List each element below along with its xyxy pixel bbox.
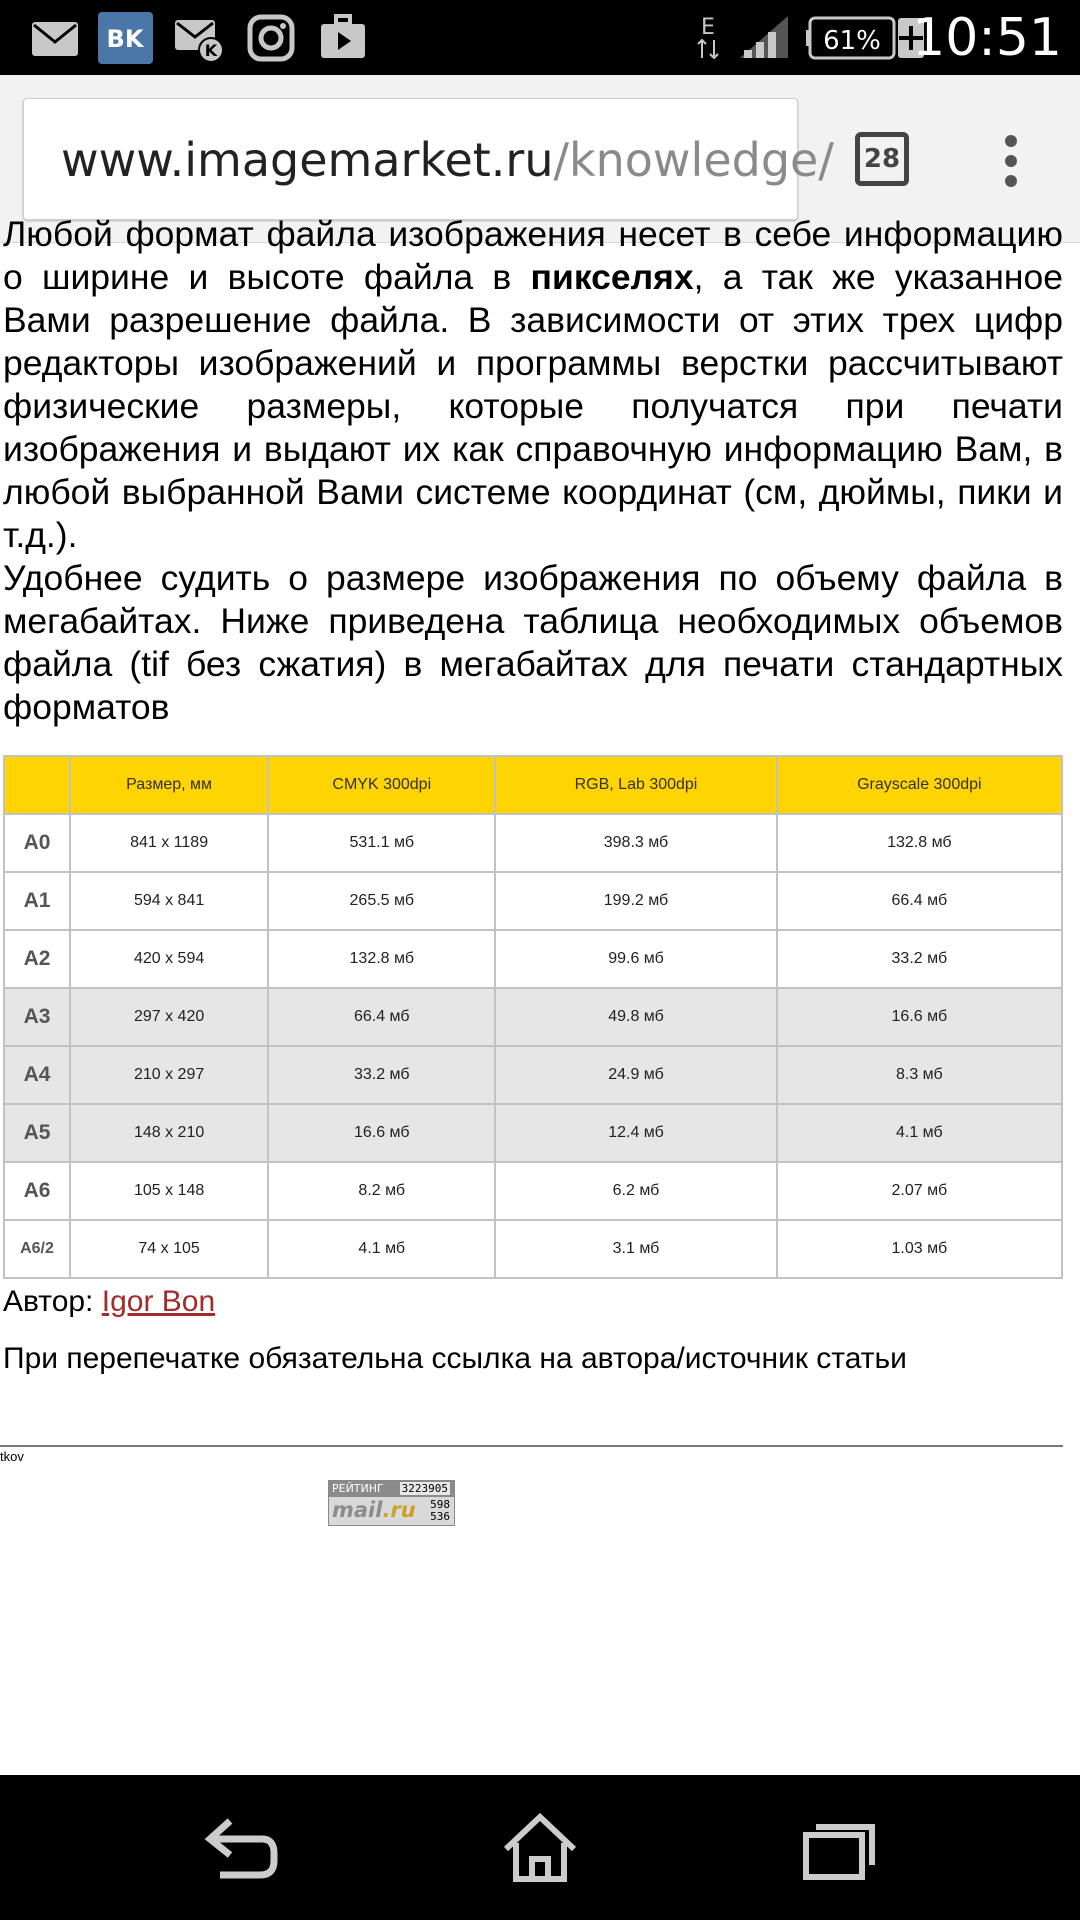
size-cell: 841 x 1189	[70, 814, 268, 872]
tabs-button[interactable]: 28	[855, 132, 909, 186]
network-e-icon	[692, 12, 726, 64]
article-bold-term: пикселях	[530, 257, 694, 297]
footer-text: tkov	[0, 1449, 24, 1464]
size-cell: 297 x 420	[70, 988, 268, 1046]
format-cell: A4	[4, 1046, 70, 1104]
table-row	[4, 1220, 1062, 1278]
format-cell: A1	[4, 872, 70, 930]
table-row	[4, 988, 1062, 1046]
size-cell: 420 x 594	[70, 930, 268, 988]
url-host: www.imagemarket.ru	[61, 133, 554, 187]
gray-cell: 66.4 мб	[777, 872, 1062, 930]
size-cell: 594 x 841	[70, 872, 268, 930]
rgb-cell: 3.1 мб	[495, 1220, 776, 1278]
clock: 10:51	[912, 8, 1062, 68]
battery-percent: 61%	[823, 26, 881, 56]
rating-count-2: 536	[430, 1510, 450, 1523]
author-link[interactable]: Igor Bon	[101, 1285, 216, 1318]
briefcase-play-icon	[318, 12, 368, 64]
rgb-cell: 24.9 мб	[495, 1046, 776, 1104]
mailru-logo	[332, 1498, 416, 1522]
rgb-cell: 398.3 мб	[495, 814, 776, 872]
format-cell: A6	[4, 1162, 70, 1220]
rgb-cell: 12.4 мб	[495, 1104, 776, 1162]
cmyk-cell: 4.1 мб	[268, 1220, 495, 1278]
rating-label: РЕЙТИНГ	[332, 1482, 384, 1495]
mail-icon	[30, 12, 80, 64]
network-type-label: E	[701, 15, 715, 40]
size-cell: 210 x 297	[70, 1046, 268, 1104]
article-text	[3, 213, 1063, 729]
table-row	[4, 1162, 1062, 1220]
cmyk-cell: 8.2 мб	[268, 1162, 495, 1220]
article-paragraph-1	[3, 213, 1063, 557]
home-icon[interactable]	[500, 1813, 580, 1883]
article-text-span: , а так же указанное Вами разрешение файла. В зависимости от этих трех цифр редакторы изображений и программы верстки рассчитывают физические размеры, которые получатся при печати изображения и выдают их как справочную информацию Вам, в любой выбранной Вами системе координат (см, дюймы, пики и т.д.).	[3, 257, 1063, 555]
recent-apps-icon[interactable]	[800, 1813, 880, 1883]
signal-icon	[738, 12, 790, 64]
cmyk-cell: 16.6 мб	[268, 1104, 495, 1162]
rating-count-1: 598	[430, 1498, 450, 1511]
gray-cell: 16.6 мб	[777, 988, 1062, 1046]
address-bar[interactable]	[23, 98, 834, 220]
format-cell: A0	[4, 814, 70, 872]
table-row	[4, 930, 1062, 988]
table-header-cell	[4, 756, 70, 814]
format-cell: A5	[4, 1104, 70, 1162]
author-label: Автор:	[3, 1285, 102, 1318]
rgb-cell: 6.2 мб	[495, 1162, 776, 1220]
back-icon[interactable]	[200, 1813, 280, 1883]
overflow-menu-icon[interactable]	[996, 133, 1026, 189]
gray-cell: 2.07 мб	[777, 1162, 1062, 1220]
table-row	[4, 1046, 1062, 1104]
divider	[0, 1445, 1063, 1447]
cmyk-cell: 33.2 мб	[268, 1046, 495, 1104]
cmyk-cell: 531.1 мб	[268, 814, 495, 872]
gray-cell: 1.03 мб	[777, 1220, 1062, 1278]
navigation-bar	[0, 1775, 1080, 1920]
table-header-cell: Размер, мм	[70, 756, 268, 814]
format-cell: A3	[4, 988, 70, 1046]
size-cell: 148 x 210	[70, 1104, 268, 1162]
file-size-table	[3, 755, 1063, 1279]
table-row	[4, 814, 1062, 872]
svg-text:K: K	[204, 41, 218, 60]
article-paragraph-2: Удобнее судить о размере изображения по объему файла в мегабайтах. Ниже приведена таблица необходимых объемов файла (tif без сжатия) в мегабайтах для печати стандартных форматов	[3, 558, 1063, 727]
size-cell: 105 x 148	[70, 1162, 268, 1220]
table-header-cell: CMYK 300dpi	[268, 756, 495, 814]
logo-ru-text: .ru	[382, 1498, 416, 1522]
format-cell: A6/2	[4, 1220, 70, 1278]
cmyk-cell: 66.4 мб	[268, 988, 495, 1046]
format-cell: A2	[4, 930, 70, 988]
gray-cell: 132.8 мб	[777, 814, 1062, 872]
mail-k-icon	[173, 12, 225, 64]
vk-icon	[98, 12, 153, 64]
rating-id: 3223905	[401, 1482, 448, 1495]
mailru-rating-badge[interactable]	[328, 1480, 455, 1526]
svg-text:BK: BK	[106, 25, 144, 53]
cmyk-cell: 132.8 мб	[268, 930, 495, 988]
rgb-cell: 199.2 мб	[495, 872, 776, 930]
status-bar	[0, 0, 1080, 75]
author-line	[3, 1283, 215, 1321]
table-header-row	[4, 756, 1062, 814]
url-path: /knowledge/	[553, 133, 834, 187]
reprint-note: При перепечатке обязательна ссылка на автора/источник статьи	[3, 1342, 907, 1375]
gray-cell: 4.1 мб	[777, 1104, 1062, 1162]
table-header-cell: Grayscale 300dpi	[777, 756, 1062, 814]
cmyk-cell: 265.5 мб	[268, 872, 495, 930]
article-text-span: Любой формат файла изображения несет в себе информацию о ширине и высоте файла в	[3, 214, 1063, 297]
table-row	[4, 872, 1062, 930]
instagram-icon	[246, 12, 296, 64]
rgb-cell: 99.6 мб	[495, 930, 776, 988]
web-content[interactable]	[0, 214, 1080, 1775]
size-cell: 74 x 105	[70, 1220, 268, 1278]
table-header-cell: RGB, Lab 300dpi	[495, 756, 776, 814]
rgb-cell: 49.8 мб	[495, 988, 776, 1046]
gray-cell: 8.3 мб	[777, 1046, 1062, 1104]
url-text[interactable]	[61, 132, 834, 188]
gray-cell: 33.2 мб	[777, 930, 1062, 988]
table-row	[4, 1104, 1062, 1162]
battery-icon	[806, 12, 924, 64]
logo-main-text: mail	[332, 1498, 383, 1522]
